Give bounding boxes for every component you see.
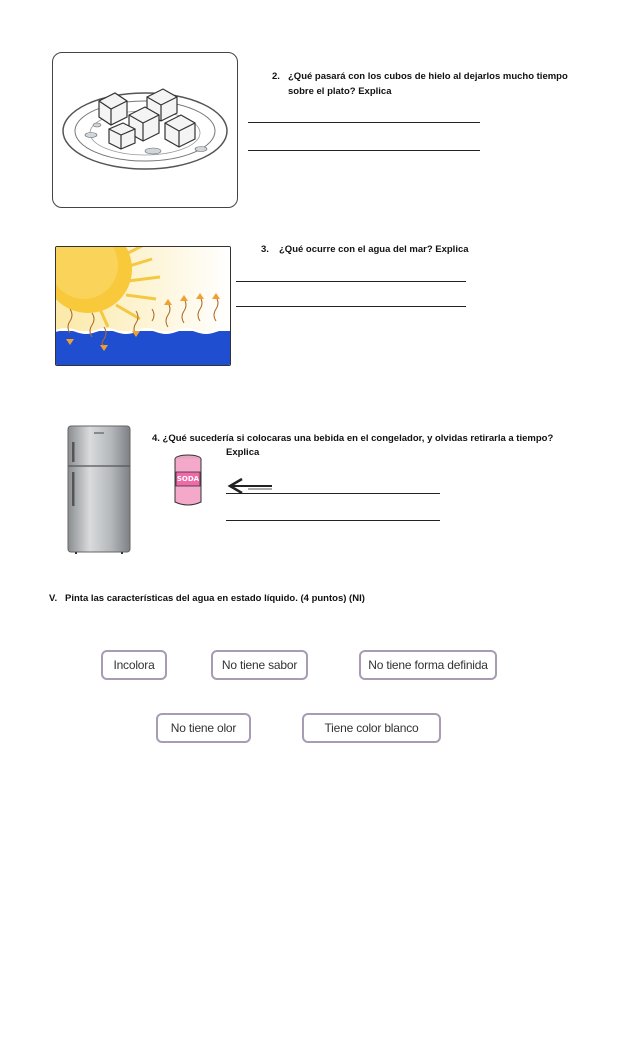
section-v-heading: V. Pinta las características del agua en estado líquido. (4 puntos) (NI)	[49, 593, 365, 604]
q3-question: ¿Qué ocurre con el agua del mar? Explica	[279, 244, 469, 255]
q4-question-line1: 4. ¿Qué sucedería si colocaras una bebida en el congelador, y olvidas retirarla a tiempo?	[152, 433, 554, 444]
soda-can-image	[172, 454, 204, 508]
refrigerator-icon	[66, 424, 132, 554]
q2-question-line1: ¿Qué pasará con los cubos de hielo al dejarlos mucho tiempo	[288, 71, 568, 82]
option-tiene-color-blanco[interactable]: Tiene color blanco	[302, 713, 441, 743]
q4-question-line2: Explica	[226, 447, 260, 458]
option-incolora[interactable]: Incolora	[101, 650, 167, 680]
q4-answer-line-1[interactable]	[226, 493, 440, 494]
option-no-tiene-olor[interactable]: No tiene olor	[156, 713, 251, 743]
q3-answer-line-2[interactable]	[236, 306, 466, 307]
refrigerator-image	[66, 424, 132, 554]
option-no-tiene-forma-definida[interactable]: No tiene forma definida	[359, 650, 497, 680]
q2-answer-line-1[interactable]	[248, 122, 480, 123]
q2-number: 2.	[272, 71, 280, 82]
sun-evaporating-sea-icon	[56, 247, 230, 365]
q3-number: 3.	[261, 244, 269, 255]
q4-answer-line-2[interactable]	[226, 520, 440, 521]
evaporation-image-frame	[55, 246, 231, 366]
ice-cubes-on-plate-icon	[53, 53, 237, 207]
soda-can-label: SODA	[176, 475, 200, 483]
ice-plate-image-frame	[52, 52, 238, 208]
option-no-tiene-sabor[interactable]: No tiene sabor	[211, 650, 308, 680]
q2-question-line2: sobre el plato? Explica	[288, 86, 392, 97]
q2-answer-line-2[interactable]	[248, 150, 480, 151]
q3-answer-line-1[interactable]	[236, 281, 466, 282]
